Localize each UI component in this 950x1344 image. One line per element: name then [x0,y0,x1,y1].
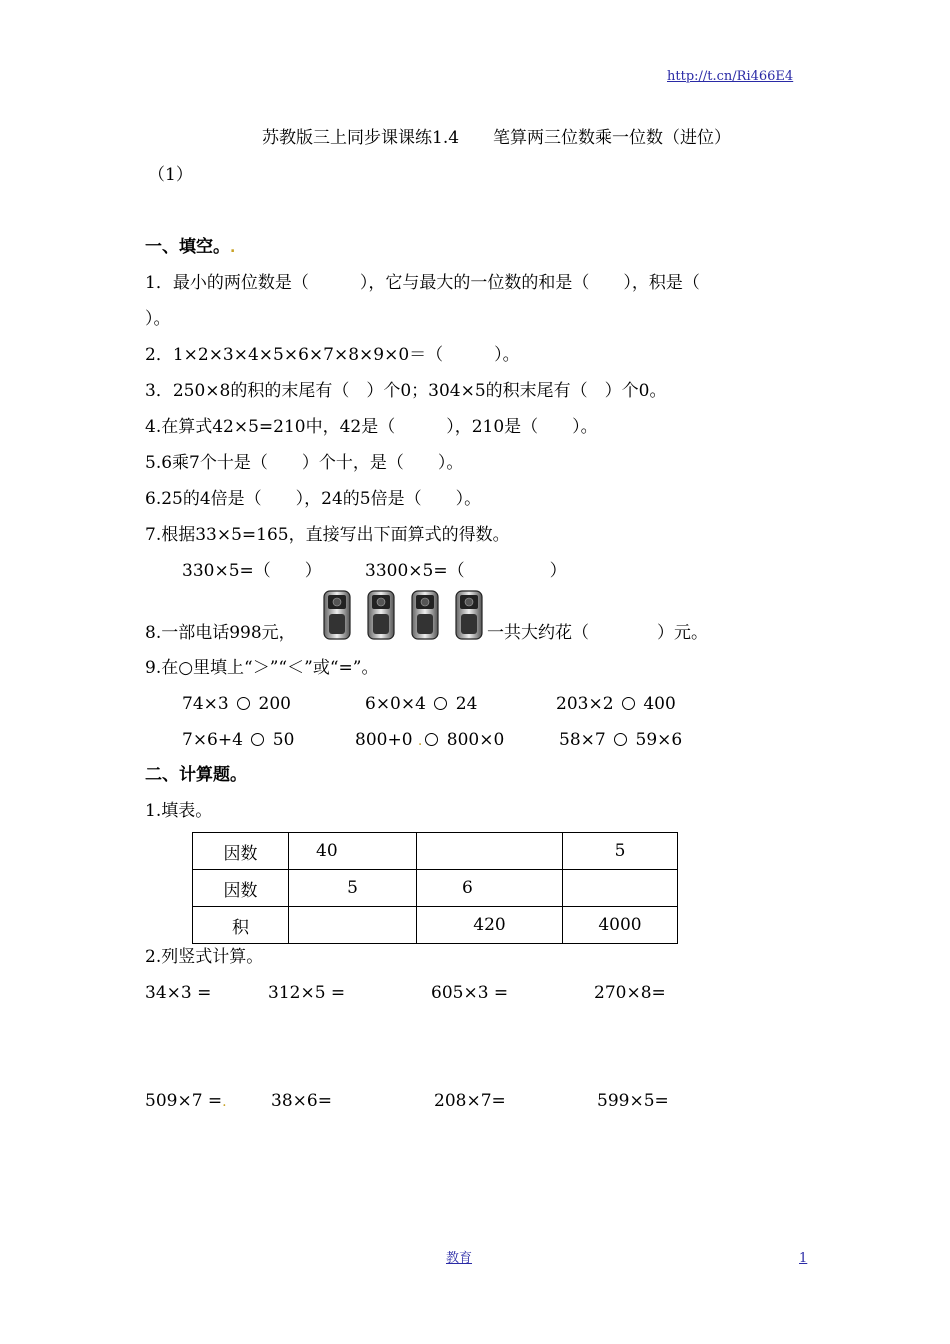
table-cell: 5 [563,833,678,870]
question-7a: 330×5=（ ） [182,561,322,581]
table-row [193,833,678,870]
table-cell: 420 [417,907,563,944]
table-cell[interactable] [417,833,563,870]
question-9: 9.在○里填上“＞”“＜”或“=”。 [145,658,379,678]
table-cell: 6 [417,870,563,907]
phone-icon [366,590,396,640]
question-2: 2．1×2×3×4×5×6×7×8×9×0＝（ ）。 [145,345,520,365]
table-cell: 5 [289,870,417,907]
table-cell: 因数 [193,833,289,870]
question-8-start: 8.一部电话998元， [145,623,296,643]
question-3: 3．250×8的积的末尾有（ ）个0；304×5的积末尾有（ ）个0。 [145,381,667,401]
question-1-line2: ）。 [145,309,171,329]
calc-question-1: 1.填表。 [145,801,213,821]
compare-item: 58×7 59×6 [559,730,683,750]
question-4: 4.在算式42×5=210中，42是（ ），210是（ ）。 [145,417,598,437]
question-6: 6.25的4倍是（ ），24的5倍是（ ）。 [145,489,482,509]
question-1-line1: 1．最小的两位数是（ ），它与最大的一位数的和是（ ），积是（ [145,273,700,293]
footer-link[interactable]: 教育 [446,1251,473,1266]
blank-circle[interactable] [425,733,438,746]
table-cell: 40 [289,833,417,870]
page-number[interactable]: 1 [799,1251,808,1266]
question-7b: 3300×5=（ ） [365,561,567,581]
table-cell[interactable] [563,870,678,907]
calc-item: 208×7= [434,1091,506,1111]
page-title: 苏教版三上同步课课练1.4 笔算两三位数乘一位数（进位） [262,128,732,148]
blank-circle[interactable] [614,733,627,746]
fill-table [192,832,678,944]
phone-icon [410,590,440,640]
compare-item: 74×3 200 [182,694,291,714]
table-row [193,870,678,907]
calc-item: 312×5 = [268,983,346,1003]
calc-item: 38×6= [271,1091,332,1111]
compare-item: 7×6+4 50 [182,730,295,750]
table-cell[interactable] [289,907,417,944]
section2-heading: 二、计算题。 [145,765,247,785]
page-subtitle: （1） [148,165,193,185]
section1-heading: 一、填空。. [145,237,236,257]
compare-item: 6×0×4 24 [365,694,478,714]
table-cell: 积 [193,907,289,944]
question-7: 7.根据33×5=165，直接写出下面算式的得数。 [145,525,510,545]
calc-item: 509×7 =. [145,1091,227,1111]
phone-images [322,590,484,640]
calc-item: 34×3 = [145,983,212,1003]
calc-item: 270×8= [594,983,666,1003]
compare-item: 800+0 . 800×0 [355,730,505,750]
question-8-end: 一共大约花（ ）元。 [487,623,708,643]
blank-circle[interactable] [622,697,635,710]
calc-item: 605×3 = [431,983,509,1003]
table-cell: 4000 [563,907,678,944]
blank-circle[interactable] [251,733,264,746]
header-link[interactable]: http://t.cn/Ri466E4 [667,69,794,84]
table-cell: 因数 [193,870,289,907]
compare-item: 203×2 400 [556,694,676,714]
blank-circle[interactable] [434,697,447,710]
table-row [193,907,678,944]
calc-item: 599×5= [597,1091,669,1111]
calc-question-2: 2.列竖式计算。 [145,947,264,967]
question-5: 5.6乘7个十是（ ）个十，是（ ）。 [145,453,464,473]
phone-icon [322,590,352,640]
phone-icon [454,590,484,640]
blank-circle[interactable] [237,697,250,710]
